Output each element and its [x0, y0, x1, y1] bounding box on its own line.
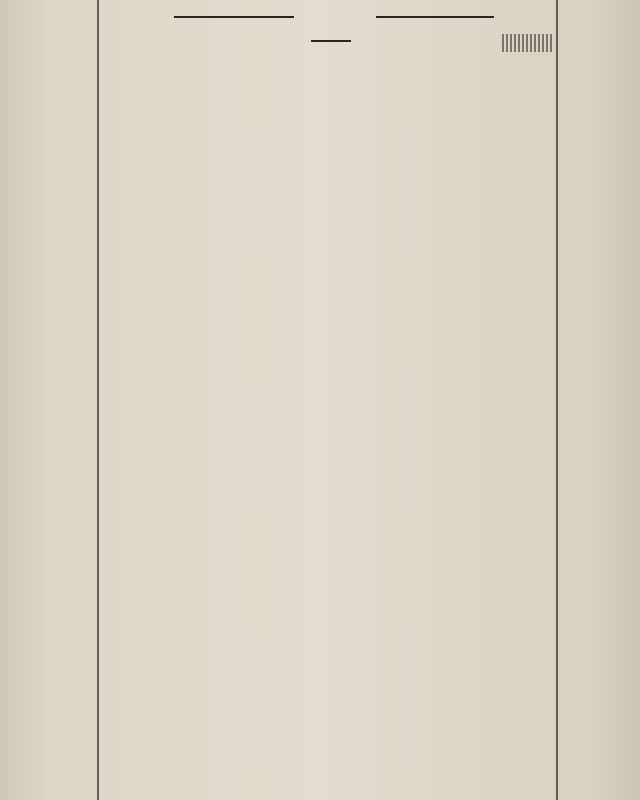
- left-column: [0, 0, 88, 800]
- subhead-divider: [311, 40, 351, 42]
- main-column: [106, 0, 556, 800]
- column-rule-left: [97, 0, 99, 800]
- column-rule-right: [556, 0, 558, 800]
- section-ornament: [106, 6, 556, 28]
- ink-stamp-mark: [502, 34, 552, 52]
- right-column: [560, 0, 640, 800]
